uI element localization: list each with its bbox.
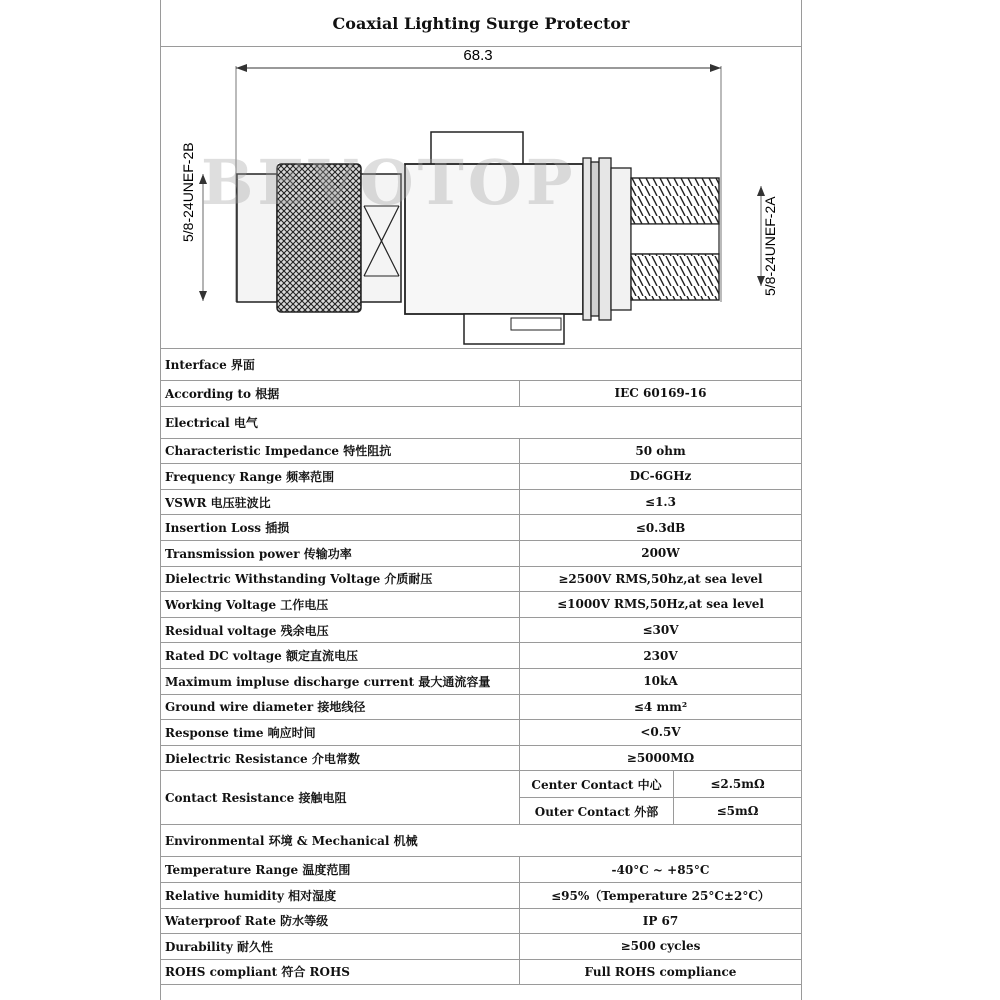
spec-table xyxy=(161,348,801,985)
table-row xyxy=(161,720,801,746)
table-row xyxy=(161,438,801,464)
row-label: Residual voltage 残余电压 xyxy=(161,617,520,643)
row-label: Transmission power 传输功率 xyxy=(161,540,520,566)
table-row xyxy=(161,959,801,985)
section-environmental xyxy=(161,825,801,857)
row-value: ≥5000MΩ xyxy=(520,745,802,771)
table-row xyxy=(161,515,801,541)
table-row xyxy=(161,540,801,566)
row-value: -40°C ~ +85°C xyxy=(520,857,802,883)
washer-1 xyxy=(583,158,591,320)
title-row xyxy=(161,0,801,47)
row-label: Working Voltage 工作电压 xyxy=(161,592,520,618)
row-value: ≤1000V RMS,50Hz,at sea level xyxy=(520,592,802,618)
row-value: IP 67 xyxy=(520,908,802,934)
row-value: ≥500 cycles xyxy=(520,934,802,960)
datasheet xyxy=(160,0,802,1000)
table-row xyxy=(161,908,801,934)
row-label: Waterproof Rate 防水等级 xyxy=(161,908,520,934)
table-row xyxy=(161,464,801,490)
row-value: Full ROHS compliance xyxy=(520,959,802,985)
table-row xyxy=(161,381,801,407)
dimension-arrow-left xyxy=(236,64,247,72)
row-label: Insertion Loss 插损 xyxy=(161,515,520,541)
neck-section xyxy=(361,174,401,302)
connector-drawing xyxy=(161,46,801,348)
row-label: Maximum impluse discharge current 最大通流容量 xyxy=(161,668,520,694)
row-value: ≤95%（Temperature 25°C±2°C） xyxy=(520,882,802,908)
table-row xyxy=(161,617,801,643)
row-label: Temperature Range 温度范围 xyxy=(161,857,520,883)
section-label: Environmental 环境 & Mechanical 机械 xyxy=(161,825,801,857)
page-title: Coaxial Lighting Surge Protector xyxy=(332,14,630,33)
row-value: DC-6GHz xyxy=(520,464,802,490)
contact-resistance-row xyxy=(161,771,801,798)
dimension-arrow-right xyxy=(710,64,721,72)
row-value: ≤30V xyxy=(520,617,802,643)
section-label: Interface 界面 xyxy=(161,349,801,381)
table-row xyxy=(161,934,801,960)
row-label: ROHS compliant 符合 ROHS xyxy=(161,959,520,985)
bulkhead-nut xyxy=(611,168,631,310)
table-row xyxy=(161,857,801,883)
row-value: ≤4 mm² xyxy=(520,694,802,720)
left-thread-label: 5/8-24UNEF-2B xyxy=(180,142,196,242)
row-value: 200W xyxy=(520,540,802,566)
row-value: 10kA xyxy=(520,668,802,694)
thread-center xyxy=(631,224,719,254)
row-label: Characteristic Impedance 特性阻抗 xyxy=(161,438,520,464)
table-row xyxy=(161,668,801,694)
row-value: 230V xyxy=(520,643,802,669)
table-row xyxy=(161,745,801,771)
technical-drawing xyxy=(161,46,801,349)
table-row xyxy=(161,882,801,908)
row-label: According to 根据 xyxy=(161,381,520,407)
row-label: Relative humidity 相对湿度 xyxy=(161,882,520,908)
section-electrical xyxy=(161,406,801,438)
row-value: IEC 60169-16 xyxy=(520,381,802,407)
row-label: Ground wire diameter 接地线径 xyxy=(161,694,520,720)
row-label: Response time 响应时间 xyxy=(161,720,520,746)
section-interface xyxy=(161,349,801,381)
watermark: BEVOTOP xyxy=(201,146,577,219)
washer-3 xyxy=(599,158,611,320)
top-ground-lug xyxy=(431,132,523,168)
row-value: ≤1.3 xyxy=(520,489,802,515)
washer-2 xyxy=(591,162,599,316)
table-row xyxy=(161,566,801,592)
knurled-nut xyxy=(277,164,361,312)
center-contact-value: ≤2.5mΩ xyxy=(674,771,802,798)
dimension-length: 68.3 xyxy=(463,47,493,64)
section-label: Electrical 电气 xyxy=(161,406,801,438)
thread-lower xyxy=(631,254,719,300)
row-label: VSWR 电压驻波比 xyxy=(161,489,520,515)
thread-upper xyxy=(631,178,719,224)
row-value: <0.5V xyxy=(520,720,802,746)
outer-contact-value: ≤5mΩ xyxy=(674,798,802,825)
row-label: Frequency Range 频率范围 xyxy=(161,464,520,490)
row-value: 50 ohm xyxy=(520,438,802,464)
row-label: Rated DC voltage 额定直流电压 xyxy=(161,643,520,669)
table-row xyxy=(161,489,801,515)
right-thread-label: 5/8-24UNEF-2A xyxy=(762,196,778,296)
left-nut-body xyxy=(237,174,277,302)
row-label: Durability 耐久性 xyxy=(161,934,520,960)
center-contact-label: Center Contact 中心 xyxy=(520,771,674,798)
table-row xyxy=(161,592,801,618)
row-label: Dielectric Resistance 介电常数 xyxy=(161,745,520,771)
table-row xyxy=(161,694,801,720)
row-label: Dielectric Withstanding Voltage 介质耐压 xyxy=(161,566,520,592)
row-value: ≥2500V RMS,50hz,at sea level xyxy=(520,566,802,592)
outer-contact-label: Outer Contact 外部 xyxy=(520,798,674,825)
table-row xyxy=(161,643,801,669)
row-label: Contact Resistance 接触电阻 xyxy=(161,771,520,825)
row-value: ≤0.3dB xyxy=(520,515,802,541)
protector-body xyxy=(405,164,583,314)
